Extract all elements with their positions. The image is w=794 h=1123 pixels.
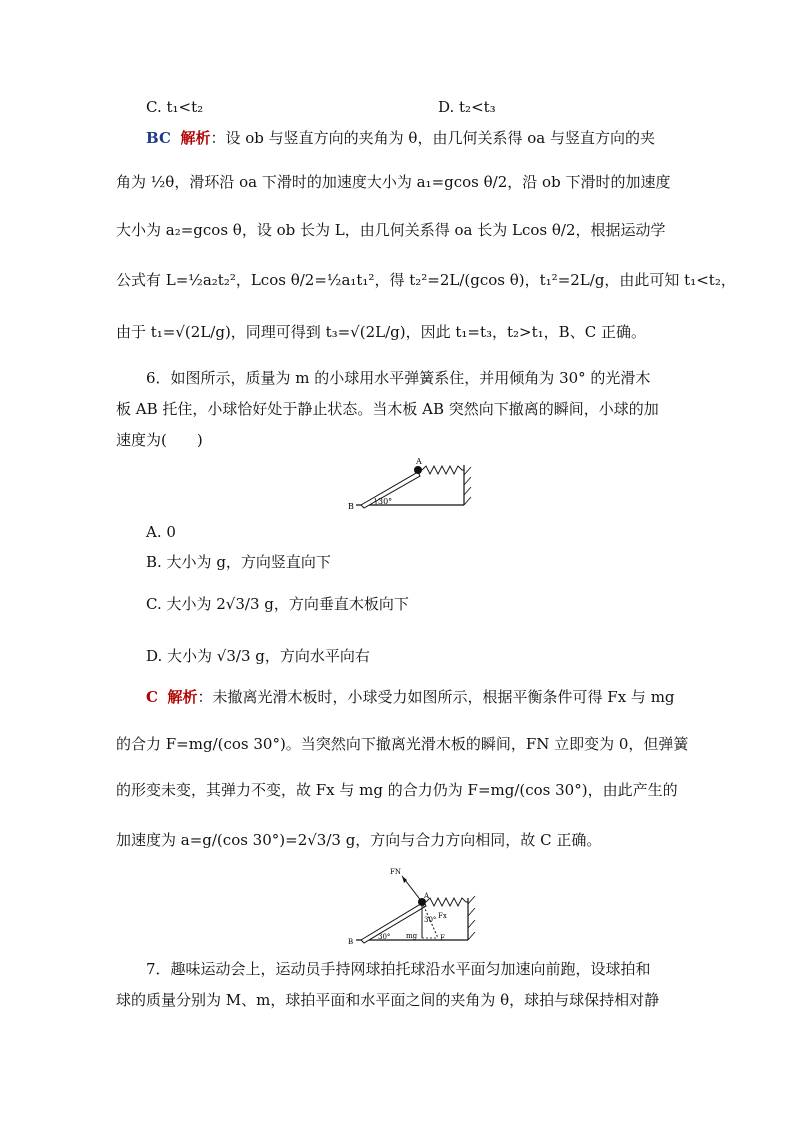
q5-solution-line-1	[146, 128, 655, 148]
label-fx: Fx	[438, 912, 447, 920]
force-diagram-figure	[346, 862, 481, 950]
solution-text: ：设 ob 与竖直方向的夹角为 θ，由几何关系得 oa 与竖直方向的夹	[210, 129, 655, 147]
q6-stem-line-3: 速度为( )	[116, 431, 203, 449]
q5-solution-line-4: 公式有 L=½a₂t₂²，Lcos θ/2=½a₁t₁²，得 t₂²=2L/(gcos θ)，t₁²=2L/g，由此可知 t₁<t₂，	[116, 271, 736, 289]
ball	[414, 466, 422, 474]
option-c: C. t₁<t₂	[146, 98, 204, 116]
solution-tag: 解析	[180, 129, 211, 147]
spring	[426, 898, 468, 906]
q6-option-d: D. 大小为 √3/3 g，方向水平向右	[146, 647, 370, 665]
label-f: F	[440, 934, 445, 942]
answer-label: BC	[146, 129, 171, 147]
label-a: A	[416, 457, 422, 466]
option-d: D. t₂<t₃	[438, 98, 496, 116]
q6-solution-line-2: 的合力 F=mg/(cos 30°)。当突然向下撤离光滑木板的瞬间，FN 立即变为 0，但弹簧	[116, 735, 689, 753]
q5-solution-line-2: 角为 ½θ，滑环沿 oa 下滑时的加速度大小为 a₁=gcos θ/2，沿 ob 下滑时的加速度	[116, 173, 671, 191]
angle-label-bottom: 30°	[378, 933, 391, 941]
angle-label-top: 30°	[424, 916, 437, 924]
angle-label: 30°	[378, 497, 393, 506]
incline-spring-figure	[346, 455, 476, 515]
q6-solution-tag: 解析	[167, 688, 198, 706]
q6-solution-text: ：未撤离光滑木板时，小球受力如图所示，根据平衡条件可得 Fx 与 mg	[197, 688, 675, 706]
q6-solution-line-3: 的形变未变，其弹力不变，故 Fx 与 mg 的合力仍为 F=mg/(cos 30°)，由此产生的	[116, 781, 678, 799]
q5-solution-line-3: 大小为 a₂=gcos θ，设 ob 长为 L，由几何关系得 oa 长为 Lcos θ/2，根据运动学	[116, 221, 666, 239]
q6-solution-line-1	[146, 687, 675, 707]
label-mg: mg	[406, 932, 418, 940]
q6-solution-line-4: 加速度为 a=g/(cos 30°)=2√3/3 g，方向与合力方向相同，故 C 正确。	[116, 831, 602, 849]
label-b: B	[348, 938, 354, 946]
label-fn: FN	[390, 868, 401, 876]
label-b: B	[348, 502, 354, 511]
q6-answer-label: C	[146, 688, 158, 706]
q6-option-b: B. 大小为 g，方向竖直向下	[146, 553, 331, 571]
q6-stem-line-2: 板 AB 托住，小球恰好处于静止状态。当木板 AB 突然向下撤离的瞬间，小球的加	[116, 400, 659, 418]
label-a: A	[424, 892, 430, 900]
q5-solution-line-5: 由于 t₁=√(2L/g)，同理可得到 t₃=√(2L/g)，因此 t₁=t₃，t₂>t₁，B、C 正确。	[116, 323, 646, 341]
q6-option-c: C. 大小为 2√3/3 g，方向垂直木板向下	[146, 595, 409, 613]
q6-stem-line-1: 6．如图所示，质量为 m 的小球用水平弹簧系住，并用倾角为 30° 的光滑木	[146, 369, 651, 387]
q7-line-2: 球的质量分别为 M、m，球拍平面和水平面之间的夹角为 θ，球拍与球保持相对静	[116, 991, 660, 1009]
q6-option-a: A. 0	[146, 523, 176, 541]
spring	[422, 466, 464, 474]
q7-line-1: 7．趣味运动会上，运动员手持网球拍托球沿水平面匀加速向前跑，设球拍和	[146, 960, 651, 978]
